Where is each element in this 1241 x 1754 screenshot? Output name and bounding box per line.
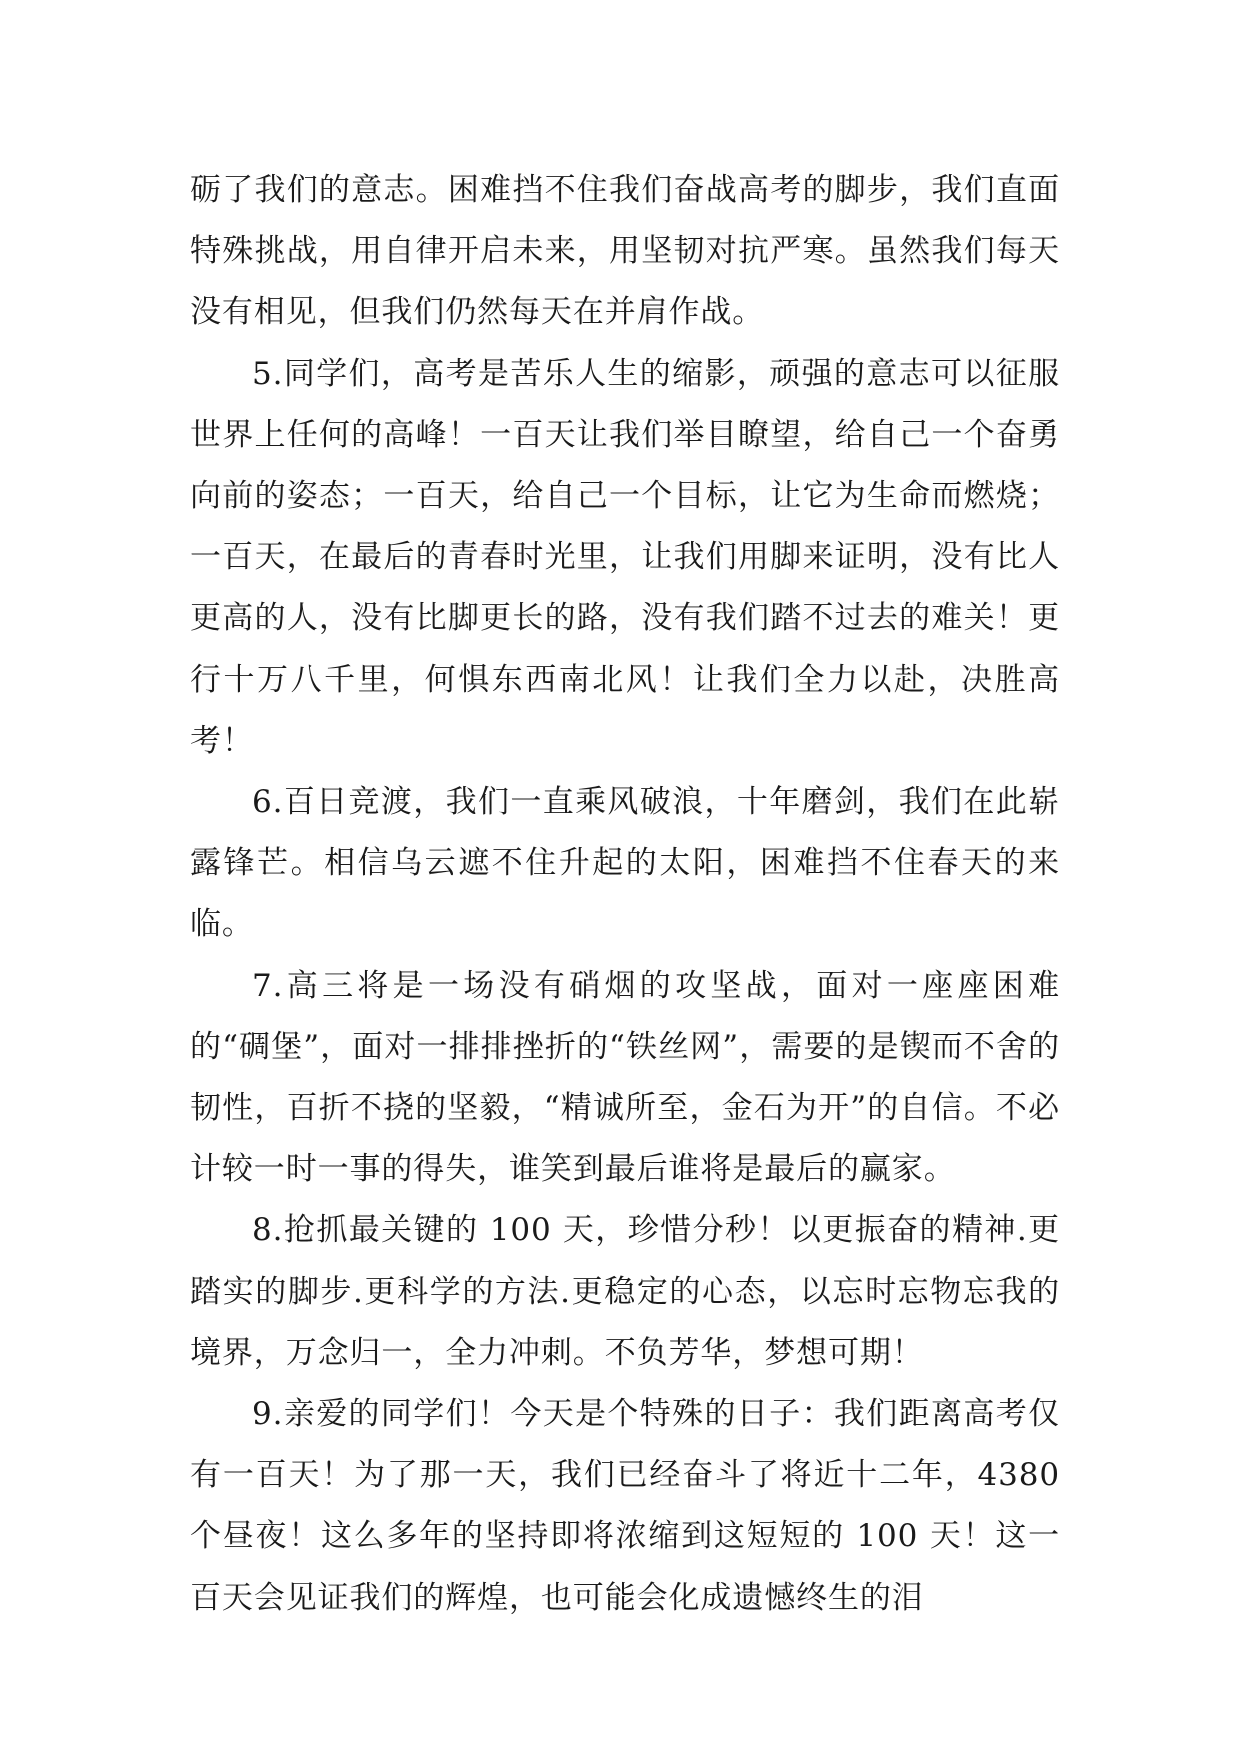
paragraph-item-5: 5.同学们，高考是苦乐人生的缩影，顽强的意志可以征服世界上任何的高峰！一百天让我们举目瞭望，给自己一个奋勇向前的姿态；一百天，给自己一个目标，让它为生命而燃烧；一百天，在最后的青春时光里，让我们用脚来证明，没有比人更高的人，没有比脚更长的路，没有我们踏不过去的难关！更行十万八千里，何惧东西南北风！让我们全力以赴，决胜高考！ xyxy=(190,355,1060,759)
paragraph-item-8: 8.抢抓最关键的 100 天，珍惜分秒！以更振奋的精神.更踏实的脚步.更科学的方法.更稳定的心态，以忘时忘物忘我的境界，万念归一，全力冲刺。不负芳华，梦想可期！ xyxy=(190,1212,1060,1371)
paragraph-item-6: 6.百日竞渡，我们一直乘风破浪，十年磨剑，我们在此崭露锋芒。相信乌云遮不住升起的太阳，困难挡不住春天的来临。 xyxy=(190,784,1060,943)
body-text xyxy=(190,160,1060,1629)
paragraph-item-9: 9.亲爱的同学们！今天是个特殊的日子：我们距离高考仅有一百天！为了那一天，我们已经奋斗了将近十二年，4380 个昼夜！这么多年的坚持即将浓缩到这短短的 100 天！这一百天会见证我们的辉煌，也可能会化成遗憾终生的泪 xyxy=(190,1396,1060,1616)
paragraph-continued: 砺了我们的意志。困难挡不住我们奋战高考的脚步，我们直面特殊挑战，用自律开启未来，用坚韧对抗严寒。虽然我们每天没有相见，但我们仍然每天在并肩作战。 xyxy=(190,172,1060,331)
paragraph-item-7: 7.高三将是一场没有硝烟的攻坚战，面对一座座困难的“碉堡”，面对一排排挫折的“铁丝网”，需要的是锲而不舍的韧性，百折不挠的坚毅，“精诚所至，金石为开”的自信。不必计较一时一事的得失，谁笑到最后谁将是最后的赢家。 xyxy=(190,967,1060,1188)
